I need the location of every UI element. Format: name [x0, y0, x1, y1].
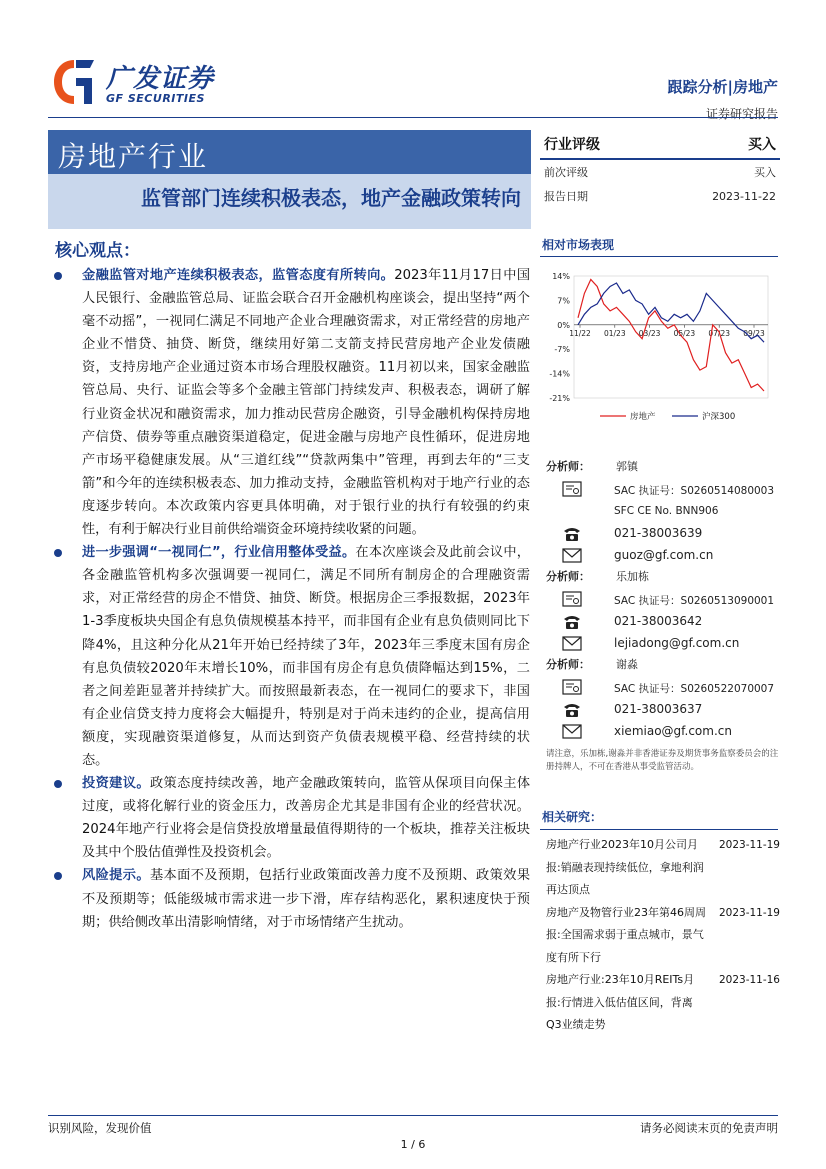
- rating-panel: [540, 130, 780, 208]
- industry-title: 房地产行业: [58, 140, 209, 173]
- email-icon: [562, 547, 582, 565]
- email-address: lejiadong@gf.com.cn: [614, 636, 740, 650]
- x-tick-label: 11/22: [569, 328, 591, 338]
- certificate-icon: [562, 679, 582, 697]
- bullet-lead: 投资建议。: [82, 776, 150, 792]
- analyst-header: [540, 568, 780, 590]
- y-tick-label: 14%: [552, 272, 570, 281]
- sfc-number: SFC CE No. BNN906: [614, 505, 719, 517]
- analyst-sac: [540, 590, 780, 612]
- date-value: 2023-11-22: [712, 189, 776, 203]
- related-research-title: 相关研究：: [542, 810, 603, 824]
- related-item-title: 房地产行业:23年10月REITs月报:行情进入低估值区间，背离Q3业绩走势: [546, 973, 695, 1031]
- report-headline: 监管部门连续积极表态，地产金融政策转向: [141, 186, 521, 210]
- related-divider: [540, 829, 778, 830]
- bullet-text: 在本次座谈会及此前会议中，各金融监管机构多次强调要一视同仁，满足不同所有制房企的合理融资需求，对正常经营的房企不惜贷、抽贷、断贷。根据房企三季报数据，2023年1-3季度板块央国企有息负债规模基本持平，而非国有企业有息负债则同比下降4%，且这种分化从21年开始已经持续了3年，2023年三季度末国有房企有息负债较2020年末增长10%，而非国有房企有息负债降幅达到15%，二者之间差距显著并持续扩大。而按照最新表态，在一视同仁的要求下，非国有企业信贷支持力度将会大幅提升，特别是对于尚未违约的企业，提高信用额度，实现融资渠道修复，从而达到资产负债表规模平稳、经营持续的状态。: [82, 545, 530, 768]
- bullet-item: [52, 541, 530, 772]
- report-date: [540, 184, 780, 208]
- x-tick-label: 03/23: [638, 328, 661, 338]
- bullet-text: 政策态度持续改善，地产金融政策转向，监管从保项目向保主体过度，或将化解行业的资金压力，改善房企尤其是非国有企业的经营状况。2024年地产行业将会是信贷投放增量最值得期待的一个板块，推荐关注板块及其中个股估值弹性及投资机会。: [82, 776, 531, 861]
- prev-rating-value: 买入: [754, 166, 776, 179]
- core-views-title: 核心观点：: [55, 241, 140, 261]
- prev-rating-label: 前次评级: [544, 166, 588, 179]
- bullet-lead: 金融监管对地产连续积极表态，监管态度有所转向。: [82, 268, 395, 283]
- company-logo: [52, 58, 222, 114]
- analyst-panel: [540, 458, 780, 774]
- footer-slogan: 识别风险，发现价值: [48, 1121, 152, 1135]
- relative-performance-chart: [540, 262, 778, 432]
- market-divider: [540, 256, 778, 257]
- bullet-item: [52, 772, 530, 864]
- rating-value: 买入: [748, 137, 776, 153]
- related-item-date: 2023-11-19: [718, 839, 780, 851]
- related-item-title: 房地产行业2023年10月公司月报:销融表现持续低位，拿地利润再达顶点: [546, 838, 704, 896]
- bullet-dot: [54, 272, 62, 280]
- analyst-label: 分析师：: [546, 658, 590, 671]
- footer-divider: [48, 1115, 778, 1116]
- y-tick-label: -21%: [549, 394, 570, 403]
- analyst-label: 分析师：: [546, 460, 590, 473]
- related-item-date: 2023-11-16: [718, 974, 780, 986]
- phone-number: 021-38003639: [614, 526, 703, 540]
- analyst-label: 分析师：: [546, 570, 590, 583]
- y-tick-label: 0%: [557, 320, 570, 330]
- report-header: [668, 76, 778, 122]
- analyst-name: 谢淼: [616, 658, 638, 671]
- phone-icon: [562, 613, 582, 631]
- bullet-dot: [54, 872, 62, 880]
- header-divider: [48, 117, 778, 118]
- brand-name-cn: 广发证券: [106, 64, 215, 94]
- analyst-phone: [540, 612, 780, 634]
- rating-label: 行业评级: [544, 137, 600, 153]
- report-category: 证券研究报告: [705, 107, 778, 121]
- x-tick-label: 07/23: [708, 328, 731, 338]
- email-address: xiemiao@gf.com.cn: [614, 724, 732, 738]
- y-tick-label: -7%: [554, 345, 570, 355]
- rating-previous: [540, 160, 780, 184]
- phone-icon: [562, 701, 582, 719]
- analyst-sfc: [540, 502, 780, 524]
- x-tick-label: 09/23: [743, 328, 765, 338]
- legend-label: 沪深300: [702, 412, 736, 422]
- analyst-header: [540, 458, 780, 480]
- x-tick-label: 01/23: [603, 328, 626, 338]
- certificate-icon: [562, 591, 582, 609]
- legend-label: 房地产: [630, 412, 656, 422]
- footer-disclaimer: 请务必阅读末页的免责声明: [640, 1121, 778, 1135]
- analyst-header: [540, 656, 780, 678]
- analyst-name: 乐加栋: [616, 570, 649, 583]
- banner-top: [48, 130, 531, 174]
- related-item[interactable]: [546, 969, 782, 1037]
- phone-number: 021-38003642: [614, 614, 703, 628]
- analyst-email: [540, 634, 780, 656]
- analyst-note: 请注意，乐加栋,谢淼并非香港证券及期货事务监察委员会的注册持牌人，不可在香港从事受监管活动。: [546, 749, 779, 772]
- bullet-text: 基本面不及预期，包括行业政策面改善力度不及预期、政策效果不及预期等；低能级城市需求进一步下滑，库存结构恶化，累积速度快于预期；供给侧改革出清影响情绪，对于市场情绪产生扰动。: [82, 868, 531, 930]
- analyst-phone: [540, 524, 780, 546]
- analyst-email: [540, 546, 780, 568]
- email-address: guoz@gf.com.cn: [614, 548, 714, 562]
- analyst-phone: [540, 700, 780, 722]
- gf-logo-icon: [52, 58, 96, 106]
- analyst-sac: [540, 480, 780, 502]
- title-banner: [48, 130, 531, 229]
- related-research-list: [546, 834, 782, 1037]
- analyst-sac: [540, 678, 780, 700]
- report-type: 跟踪分析|房地产: [667, 78, 778, 96]
- bullet-dot: [54, 780, 62, 788]
- page-number: 1 / 6: [400, 1138, 426, 1151]
- bullet-lead: 风险提示。: [82, 868, 150, 884]
- date-label: 报告日期: [544, 190, 588, 203]
- phone-icon: [562, 525, 582, 543]
- related-item-date: 2023-11-19: [718, 906, 780, 919]
- x-tick-label: 05/23: [673, 328, 696, 338]
- y-tick-label: 7%: [557, 296, 570, 306]
- rating-current: [540, 130, 780, 160]
- bullet-lead: 进一步强调“一视同仁”，行业信用整体受益。: [82, 545, 356, 561]
- sac-number: SAC 执证号：S0260513090001: [614, 595, 775, 607]
- core-views: [52, 264, 530, 934]
- sac-number: SAC 执证号：S0260522070007: [614, 683, 775, 695]
- y-tick-label: -14%: [549, 369, 570, 379]
- bullet-item: [52, 264, 530, 541]
- email-icon: [562, 635, 582, 653]
- related-item[interactable]: [546, 834, 782, 902]
- related-item[interactable]: [546, 902, 782, 970]
- analyst-name: 郭镇: [616, 460, 638, 473]
- bullet-item: [52, 864, 530, 933]
- email-icon: [562, 723, 582, 741]
- related-item-title: 房地产及物管行业23年第46周周报:全国需求弱于重点城市，景气度有所下行: [546, 905, 706, 964]
- sac-number: SAC 执证号：S0260514080003: [614, 485, 775, 497]
- bullet-text: 2023年11月17日中国人民银行、金融监管总局、证监会联合召开金融机构座谈会，提出坚持“两个毫不动摇”，一视同仁满足不同地产企业合理融资需求，对正常经营的房地产企业不惜贷、抽贷、断贷，继续用好第二支箭支持民营房地产企业发债融资，支持房地产企业通过资本市场合理股权融资。11月初以来，国家金融监管总局、央行、证监会等多个金融主管部门持续发声、积极表态，调研了解行业资金状况和融资需求，加力推动民营房企融资，引导金融机构保持房地产信贷、债券等重点融资渠道稳定，促进金融与房地产良性循环，促进房地产市场平稳健康发展。从“三道红线”“贷款两集中”管理，再到去年的“三支箭”和今年的连续积极表态、加力推动支持，金融监管机构对于地产行业的态度逐步转向。本次政策内容更具体明确，对于银行业的执行有较强的约束性，有利于解决行业目前供给端资金环境持续收紧的问题。: [82, 268, 531, 538]
- certificate-icon: [562, 481, 582, 499]
- bullet-dot: [54, 549, 62, 557]
- brand-name-en: GF SECURITIES: [106, 92, 205, 105]
- market-performance-title: 相对市场表现: [542, 238, 615, 252]
- analyst-email: [540, 722, 780, 744]
- phone-number: 021-38003637: [614, 702, 703, 716]
